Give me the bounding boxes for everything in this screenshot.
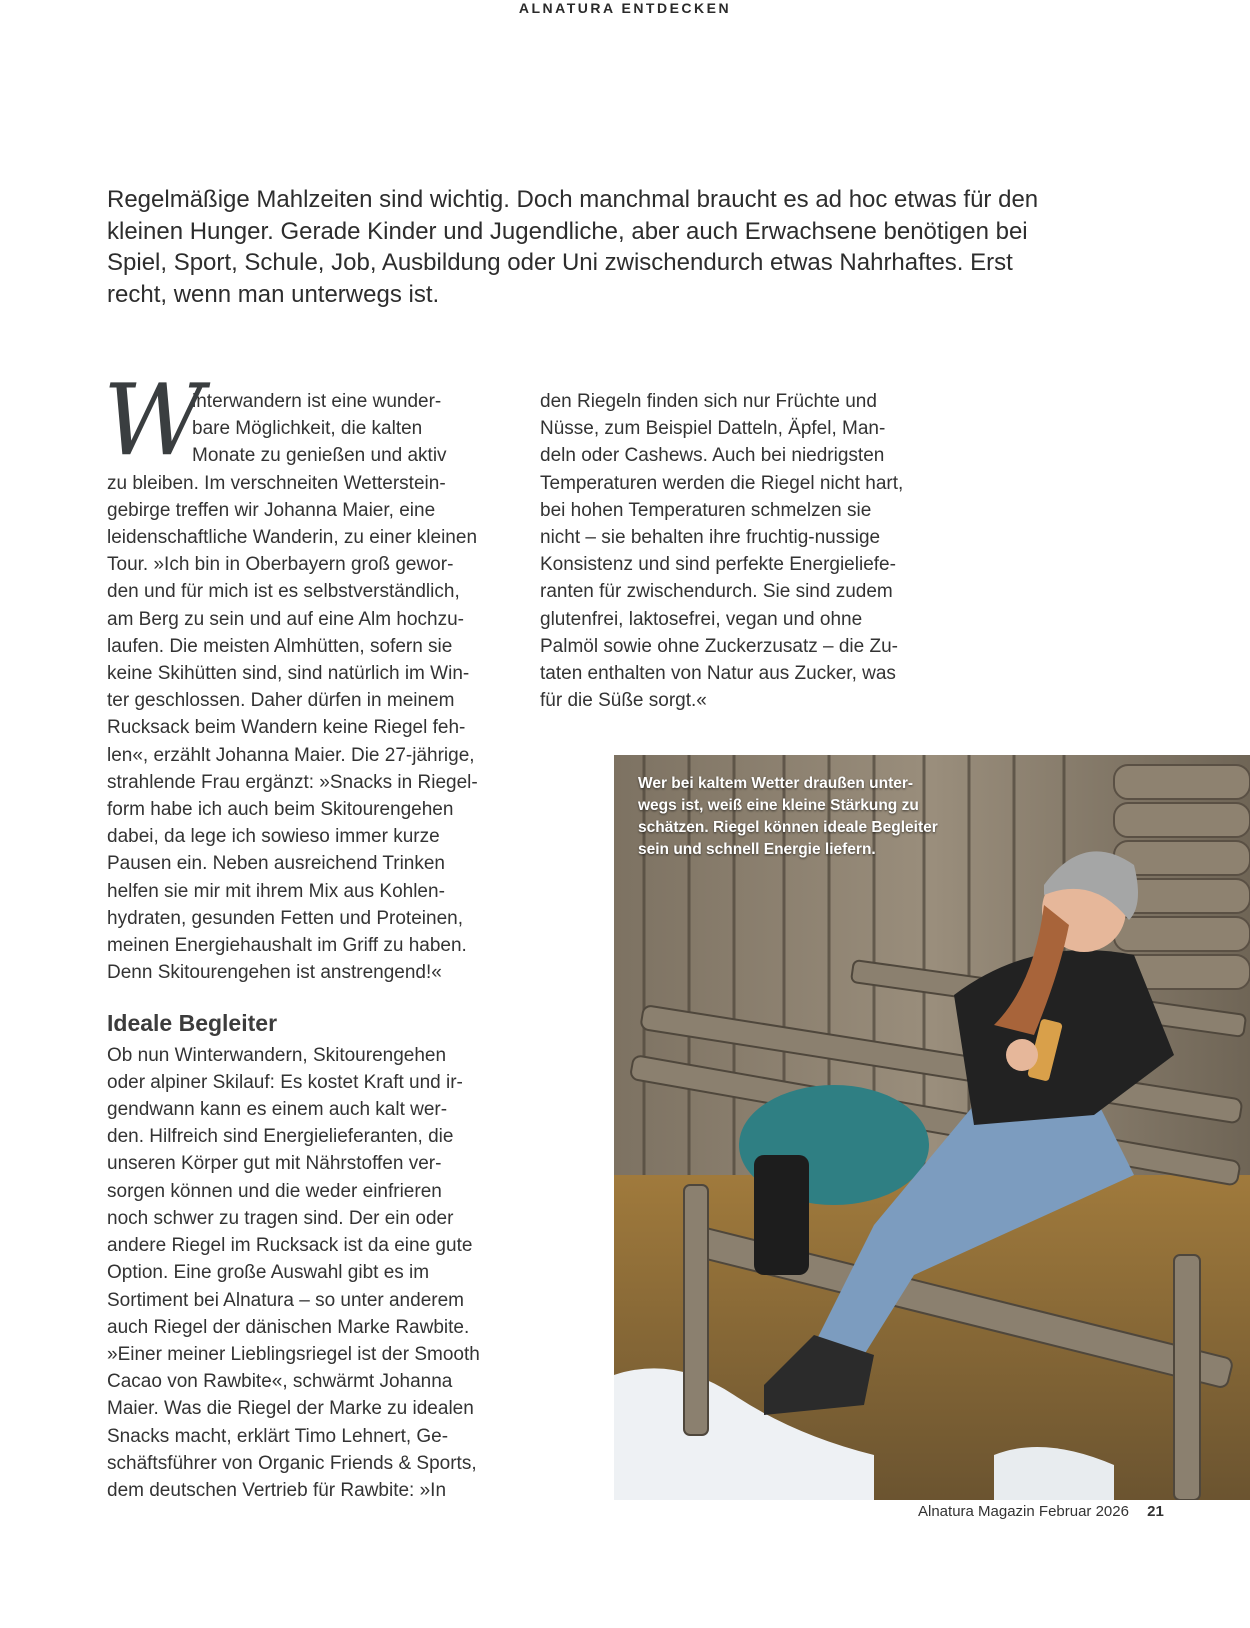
page-footer	[918, 1503, 1164, 1520]
article-right-column	[540, 388, 940, 714]
intro-paragraph: zu bleiben. Im verschneiten Wetterstein- gebirge treffen wir Johanna Maier, eine leidenschaftliche Wanderin, zu einer kleinen Tour. »Ich bin in Oberbayern groß gewor- den und für mich ist es selbstverständlich, am Berg zu sein und auf eine Alm hochzu- laufen. Die meisten Almhütten, sofern sie keine Skihütten sind, sind natürlich im Win- ter geschlossen. Daher dürfen in meinem Rucksack beim Wandern keine Riegel feh- len«, erzählt Johanna Maier. Die 27-jährige, strahlende Frau ergänzt: »Snacks in Riegel- form habe ich auch beim Skitourengehen dabei, da lege ich sowieso immer kurze Pausen ein. Neben ausreichend Trinken helfen sie mir mit ihrem Mix aus Kohlen- hydraten, gesunden Fetten und Proteinen, meinen Energiehaushalt im Griff zu haben. Denn Skitourengehen ist anstrengend!«	[107, 472, 478, 984]
hiker-photo	[614, 755, 1250, 1500]
dropcap-letter: W	[103, 364, 204, 478]
running-head: ALNATURA ENTDECKEN	[518, 0, 732, 16]
section-heading: Ideale Begleiter	[107, 1010, 278, 1037]
magazine-issue: Alnatura Magazin Februar 2026	[918, 1503, 1129, 1520]
intro-first-lines: interwandern ist eine wunder- bare Möglichkeit, die kalten Monate zu genießen und aktiv	[192, 391, 447, 467]
page-number: 21	[1147, 1503, 1164, 1520]
photo-illustration	[614, 755, 1250, 1500]
right-column-paragraph: den Riegeln finden sich nur Früchte und Nüsse, zum Beispiel Datteln, Äpfel, Man- deln oder Cashews. Auch bei niedrigsten Temperaturen werden die Riegel nicht hart, bei hohen Temperaturen schmelzen sie nicht – sie behalten ihre fruchtig-nussige Konsistenz und sind perfekte Energieliefe- ranten für zwischendurch. Sie sind zudem glutenfrei, laktosefrei, vegan und ohne Palmöl sowie ohne Zuckerzusatz – die Zu- taten enthalten von Natur aus Zucker, was für die Süße sorgt.«	[540, 391, 904, 712]
photo-caption: Wer bei kaltem Wetter draußen unter- wegs ist, weiß eine kleine Stärkung zu schätzen. Riegel können ideale Begleiter sein und schnell Energie liefern.	[638, 775, 938, 858]
lead-paragraph: Regelmäßige Mahlzeiten sind wichtig. Doch manchmal braucht es ad hoc etwas für den kleinen Hunger. Gerade Kinder und Jugendliche, aber auch Erwachsene benötigen bei Spiel, Sport, Schule, Job, Ausbildung oder Uni zwischendurch etwas Nahrhaftes. Erst recht, wenn man unterwegs ist.	[107, 186, 1039, 308]
section-paragraph: Ob nun Winterwandern, Skitourengehen oder alpiner Skilauf: Es kostet Kraft und ir- gendwann kann es einem auch kalt wer- den. Hilfreich sind Energielieferanten, die unseren Körper gut mit Nährstoffen ver- sorgen können und die weder einfrieren noch schwer zu tragen sind. Der ein oder andere Riegel im Rucksack ist da eine gute Option. Eine große Auswahl gibt es im Sortiment bei Alnatura – so unter anderem auch Riegel der dänischen Marke Rawbite. »Einer meiner Lieblingsriegel ist der Smooth Cacao von Rawbite«, schwärmt Johanna Maier. Was die Riegel der Marke zu idealen Snacks macht, erklärt Timo Lehnert, Ge- schäftsführer von Organic Friends & Sports, dem deutschen Vertrieb für Rawbite: »In	[107, 1044, 480, 1501]
intro-block	[103, 364, 507, 478]
article-left-column	[103, 364, 507, 1504]
